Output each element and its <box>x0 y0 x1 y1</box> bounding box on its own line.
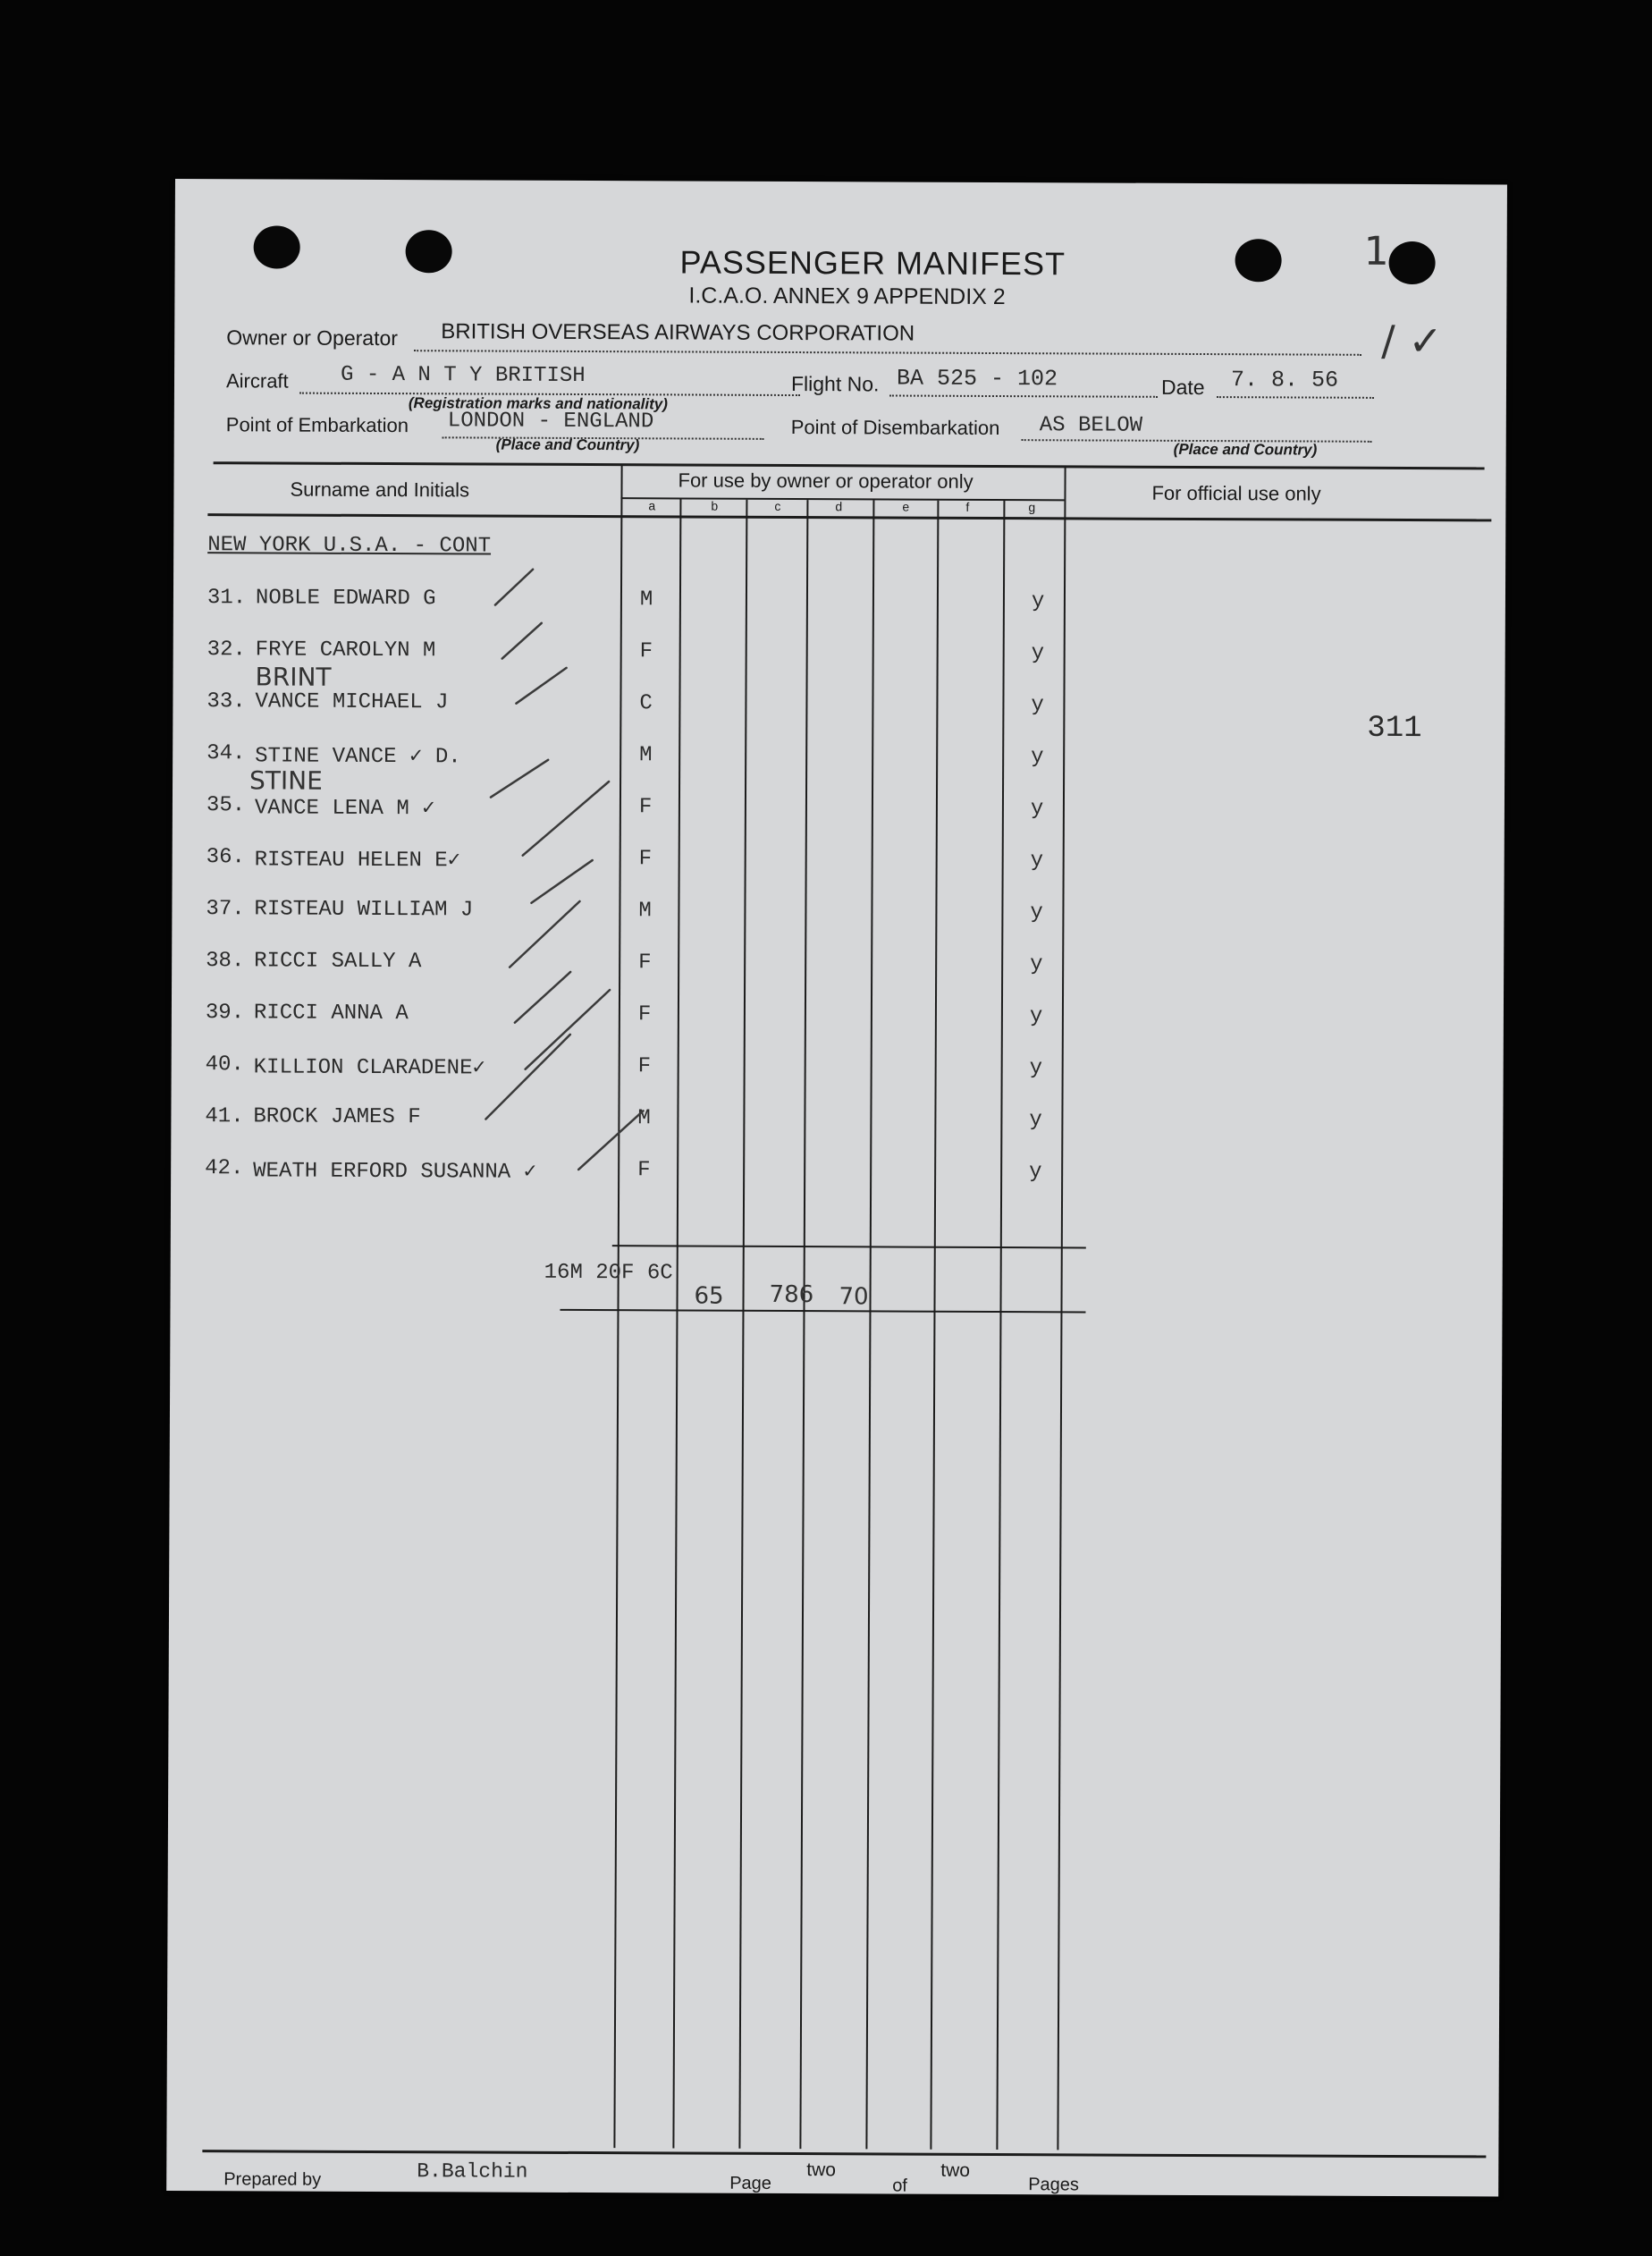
row-number: 37. <box>206 897 245 922</box>
passenger-name: RICCI ANNA A <box>253 1001 409 1027</box>
handwritten-annotation: STINE <box>249 765 323 796</box>
passenger-flag: y <box>1031 641 1045 666</box>
subcol-d: d <box>835 499 843 514</box>
corner-mark: 1 <box>1363 228 1389 275</box>
passenger-flag: y <box>1029 1004 1043 1029</box>
passenger-flag: y <box>1031 589 1045 614</box>
subcol-b: b <box>711 498 719 513</box>
passenger-sex: M <box>637 1106 651 1131</box>
registration-note: (Registration marks and nationality) <box>408 394 668 413</box>
form-subtitle: I.C.A.O. ANNEX 9 APPENDIX 2 <box>688 283 1006 310</box>
disembark-label: Point of Disembarkation <box>790 416 1000 440</box>
totals-bottom-rule <box>560 1309 1085 1314</box>
col-owner-use-header: For use by owner or operator only <box>678 469 974 493</box>
row-number: 38. <box>206 949 245 974</box>
aircraft-value: G - A N T Y BRITISH <box>340 362 586 389</box>
subcol-g: g <box>1028 500 1036 515</box>
row-number: 31. <box>206 586 247 611</box>
passenger-flag: y <box>1029 1108 1042 1133</box>
row-number: 42. <box>205 1156 244 1181</box>
passenger-flag: y <box>1029 1056 1043 1081</box>
pages-label: Pages <box>1028 2175 1079 2195</box>
form-title: PASSENGER MANIFEST <box>679 243 1066 283</box>
owner-value: BRITISH OVERSEAS AIRWAYS CORPORATION <box>441 319 915 346</box>
passenger-name: KILLION CLARADENE✓ <box>253 1055 486 1081</box>
aircraft-label: Aircraft <box>225 369 289 393</box>
flight-label: Flight No. <box>790 372 880 396</box>
passenger-sex: F <box>638 847 653 872</box>
row-number: 32. <box>206 638 246 663</box>
destination-heading: NEW YORK U.S.A. - CONT <box>207 533 492 559</box>
passenger-sex: F <box>639 639 653 664</box>
col-surname-header: Surname and Initials <box>290 477 470 502</box>
row-number: 39. <box>205 1001 245 1026</box>
passenger-name: VANCE LENA M ✓ <box>254 796 435 822</box>
total-c: 786 <box>769 1280 814 1309</box>
disembark-note: (Place and Country) <box>1173 440 1318 459</box>
total-b: 65 <box>694 1282 724 1310</box>
row-number: 33. <box>206 689 246 714</box>
owner-label: Owner or Operator <box>226 325 399 351</box>
prepared-label: Prepared by <box>223 2169 322 2190</box>
col-official-header: For official use only <box>1151 481 1321 505</box>
passenger-name: RICCI SALLY A <box>254 949 422 975</box>
passenger-flag: y <box>1030 952 1043 977</box>
passenger-flag: y <box>1030 849 1044 874</box>
passenger-flag: y <box>1030 797 1044 822</box>
passenger-sex: M <box>639 743 653 768</box>
disembark-value: AS BELOW <box>1039 413 1143 438</box>
passenger-sex: M <box>638 899 652 924</box>
subcol-c: c <box>774 498 781 513</box>
passenger-flag: y <box>1029 1160 1042 1185</box>
totals-summary: 16M 20F 6C <box>544 1260 673 1286</box>
handwritten-check-strokes <box>171 179 1507 1257</box>
passenger-flag: y <box>1031 693 1044 718</box>
prepared-value: B.Balchin <box>417 2159 528 2184</box>
row-number: 41. <box>205 1104 244 1129</box>
date-value: 7. 8. 56 <box>1230 367 1339 393</box>
row-number: 35. <box>206 793 246 818</box>
subcol-f: f <box>965 499 970 514</box>
handwritten-annotation: BRINT <box>255 662 332 692</box>
embark-value: LONDON - ENGLAND <box>447 409 654 435</box>
passenger-sex: F <box>637 1158 651 1183</box>
passenger-sex: C <box>639 691 653 716</box>
footer-rule <box>202 2150 1486 2158</box>
passenger-name: WEATH ERFORD SUSANNA ✓ <box>253 1159 537 1185</box>
passenger-sex: F <box>637 1002 652 1027</box>
passenger-sex: M <box>639 587 653 613</box>
row-number: 34. <box>206 741 246 766</box>
subcol-a: a <box>648 498 656 513</box>
subcol-e: e <box>902 499 910 514</box>
embark-label: Point of Embarkation <box>225 413 409 437</box>
passenger-name: BROCK JAMES F <box>253 1104 421 1130</box>
passenger-sex: F <box>637 1054 652 1079</box>
tick-mark: / ✓ <box>1381 316 1444 366</box>
flight-value: BA 525 - 102 <box>896 365 1058 393</box>
row-number: 40. <box>205 1052 244 1077</box>
passenger-name: RISTEAU HELEN E✓ <box>254 848 461 874</box>
of-label: of <box>892 2176 907 2196</box>
manifest-sheet <box>166 179 1507 2196</box>
passenger-name: RISTEAU WILLIAM J <box>254 897 474 923</box>
passenger-name: NOBLE EDWARD G <box>255 586 436 612</box>
page-value: two <box>806 2159 837 2181</box>
embark-note: (Place and Country) <box>495 435 640 454</box>
row-number: 36. <box>206 845 245 870</box>
official-reference-number: 311 <box>1367 711 1422 747</box>
total-d: 70 <box>839 1283 869 1311</box>
passenger-sex: F <box>638 951 652 976</box>
date-label: Date <box>1160 375 1205 400</box>
page-label: Page <box>729 2173 771 2193</box>
passenger-name: FRYE CAROLYN M <box>255 638 436 663</box>
passenger-flag: y <box>1031 745 1044 770</box>
of-value: two <box>940 2159 971 2181</box>
passenger-flag: y <box>1030 900 1043 925</box>
passenger-name: STINE VANCE ✓ D. <box>255 744 461 770</box>
passenger-name: VANCE MICHAEL J <box>255 689 449 715</box>
passenger-sex: F <box>638 795 653 820</box>
